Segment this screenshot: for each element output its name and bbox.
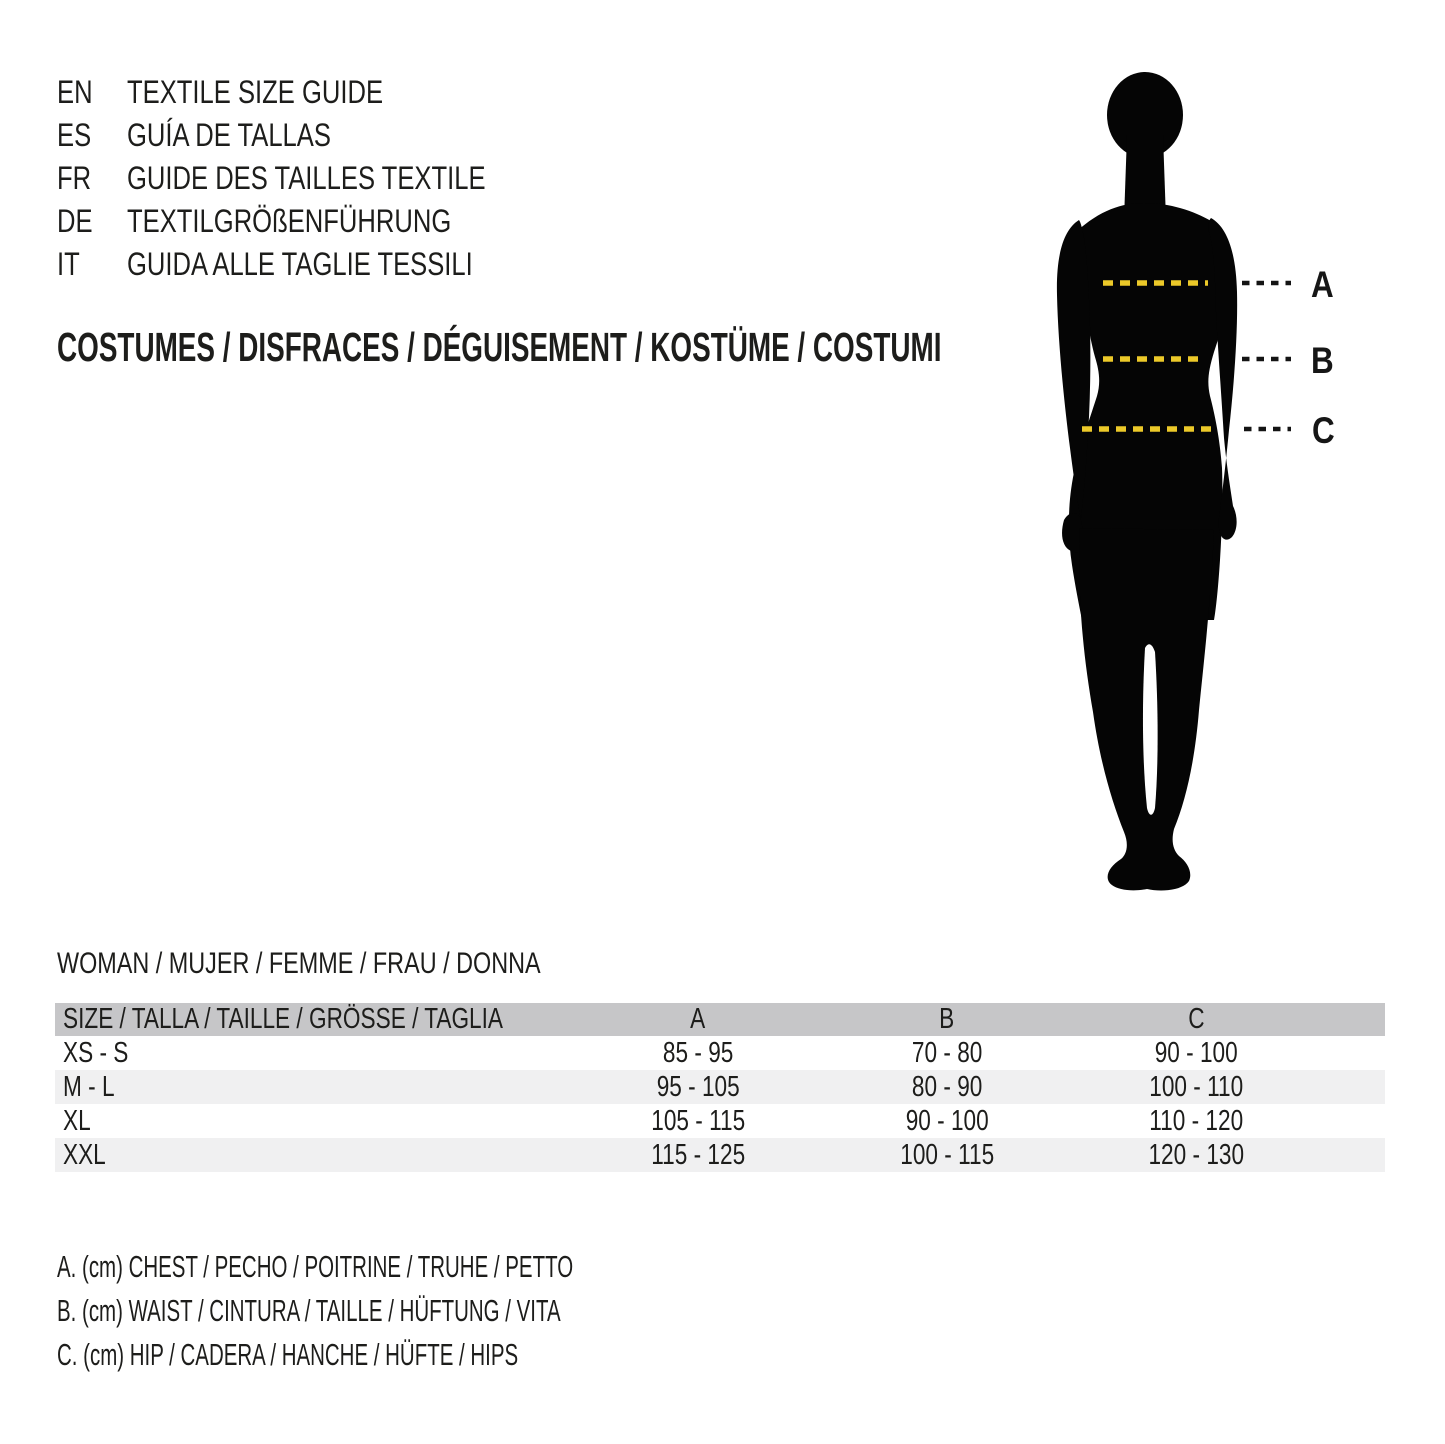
size-table-header-row: [55, 1003, 1385, 1036]
value-cell-b: 80 - 90: [911, 1071, 983, 1103]
legend-text: A. (cm) CHEST / PECHO / POITRINE / TRUHE / PETTO: [57, 1249, 574, 1284]
value-cell-b: 100 - 115: [900, 1139, 994, 1171]
value-cell-a: 105 - 115: [651, 1105, 745, 1137]
column-header-b: B: [939, 1003, 955, 1035]
column-header-a: A: [690, 1003, 706, 1035]
table-row-xl: [55, 1104, 1385, 1138]
language-label: GUÍA DE TALLAS: [127, 117, 331, 153]
table-row-xs-s: [55, 1036, 1385, 1070]
value-cell-a: 95 - 105: [656, 1071, 740, 1103]
value-cell-a: 85 - 95: [662, 1037, 734, 1069]
section-heading-woman: [57, 948, 677, 980]
size-cell: XL: [63, 1105, 91, 1137]
value-cell-c: 110 - 120: [1149, 1105, 1243, 1137]
value-cell-c: 100 - 110: [1149, 1071, 1243, 1103]
legend-text: B. (cm) WAIST / CINTURA / TAILLE / HÜFTUNG / VITA: [57, 1293, 561, 1328]
value-cell-b: 70 - 80: [911, 1037, 983, 1069]
language-row-it: [0, 243, 900, 286]
legend-text: C. (cm) HIP / CADERA / HANCHE / HÜFTE / HIPS: [57, 1337, 519, 1372]
language-code: DE: [57, 203, 93, 239]
category-heading-text: COSTUMES / DISFRACES / DÉGUISEMENT / KOSTÜME / COSTUMI: [57, 324, 942, 370]
language-label: TEXTILGRÖßENFÜHRUNG: [127, 203, 452, 239]
size-cell: XS - S: [63, 1037, 129, 1069]
measure-label-c: C: [1312, 410, 1335, 452]
table-row-xxl: [55, 1138, 1385, 1172]
value-cell-c: 90 - 100: [1154, 1037, 1238, 1069]
size-cell: XXL: [63, 1139, 106, 1171]
language-row-en: [0, 71, 900, 114]
language-code: EN: [57, 74, 93, 110]
table-row-m-l: [55, 1070, 1385, 1104]
language-label: GUIDE DES TAILLES TEXTILE: [127, 160, 486, 196]
language-code: IT: [57, 246, 80, 282]
measure-label-a: A: [1311, 264, 1334, 306]
size-header-label: SIZE / TALLA / TAILLE / GRÖSSE / TAGLIA: [63, 1003, 504, 1035]
language-row-es: [0, 114, 900, 157]
language-label: TEXTILE SIZE GUIDE: [127, 74, 384, 110]
language-label: GUIDA ALLE TAGLIE TESSILI: [127, 246, 473, 282]
language-row-fr: [0, 157, 900, 200]
size-cell: M - L: [63, 1071, 115, 1103]
language-code: FR: [57, 160, 92, 196]
section-heading-text: WOMAN / MUJER / FEMME / FRAU / DONNA: [57, 947, 541, 980]
measure-label-b: B: [1311, 340, 1334, 382]
legend-row-chest: [57, 1250, 957, 1294]
legend-row-hip: [57, 1338, 957, 1382]
language-row-de: [0, 200, 900, 243]
measurement-figure: [980, 60, 1440, 920]
legend-row-waist: [57, 1294, 957, 1338]
size-table: [55, 1003, 1385, 1173]
value-cell-a: 115 - 125: [651, 1139, 745, 1171]
language-code: ES: [57, 117, 92, 153]
value-cell-b: 90 - 100: [905, 1105, 989, 1137]
column-header-c: C: [1187, 1003, 1205, 1035]
value-cell-c: 120 - 130: [1148, 1139, 1244, 1171]
woman-silhouette: [1057, 72, 1237, 890]
